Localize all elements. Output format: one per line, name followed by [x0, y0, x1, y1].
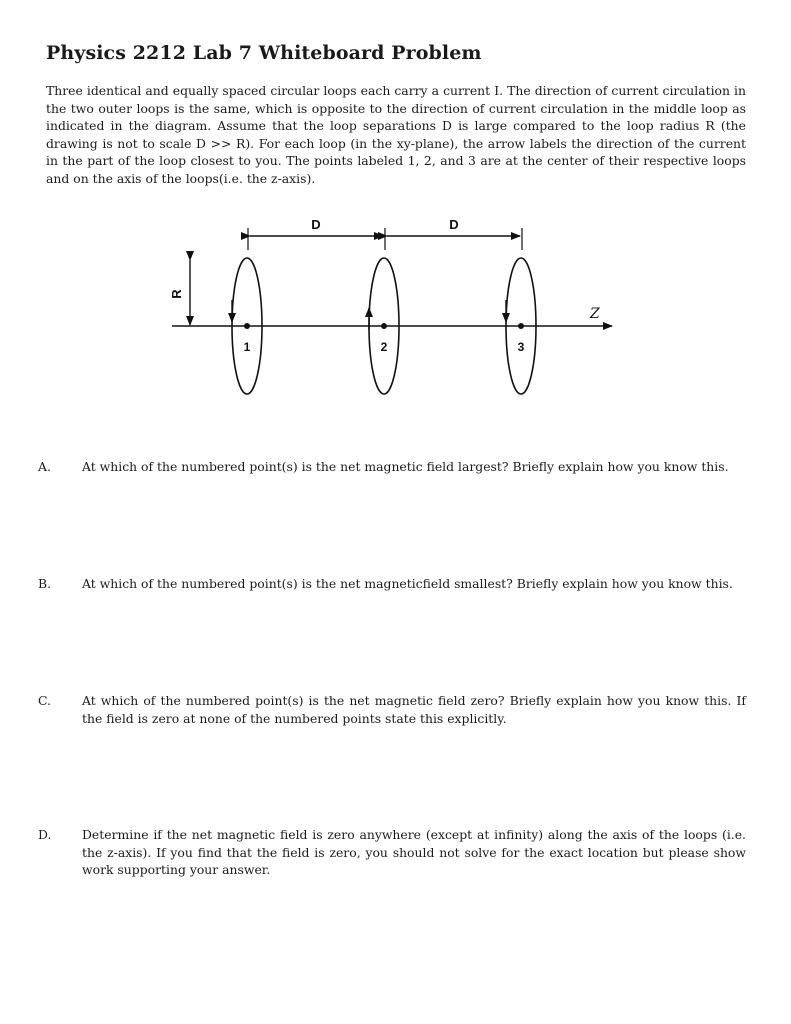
question-text: At which of the numbered point(s) is the net magneticfield smallest? Briefly explain how you know this. [82, 576, 733, 591]
problem-statement: Three identical and equally spaced circular loops each carry a current I. The direction of current circulation in the two outer loops is the same, which is opposite to the direction of current circulation in the middle loop as indicated in the diagram. Assume that the loop separations D is large compared to the loop radius R (the drawing is not to scale D >> R). For each loop (in the xy-plane), the arrow labels the direction of the current in the part of the loop closest to you. The points labeled 1, 2, and 3 are at the center of their respective loops and on the axis of the loops(i.e. the z-axis). [46, 83, 746, 186]
question-a [38, 458, 746, 476]
point-3-label: 3 [517, 340, 525, 354]
question-c [38, 692, 746, 727]
point-2-dot [381, 323, 387, 329]
point-1-label: 1 [243, 340, 251, 354]
separation-label-2: D [449, 217, 459, 232]
axis-label: Z [590, 306, 600, 322]
question-text: At which of the numbered point(s) is the net magnetic field largest? Briefly explain how you know this. [82, 459, 729, 474]
page-title: Physics 2212 Lab 7 Whiteboard Problem [46, 42, 482, 64]
question-label: B. [38, 576, 52, 591]
question-b [38, 575, 746, 593]
point-2-label: 2 [380, 340, 388, 354]
point-1-dot [244, 323, 250, 329]
radius-label: R [169, 289, 184, 299]
question-label: A. [38, 459, 51, 474]
question-d [38, 826, 746, 879]
separation-label-1: D [311, 217, 321, 232]
question-text: Determine if the net magnetic field is zero anywhere (except at infinity) along the axis of the loops (i.e. the z-axis). If you find that the field is zero, you should not solve for the exact location but please show work supporting your answer. [82, 827, 746, 877]
question-text: At which of the numbered point(s) is the net magnetic field zero? Briefly explain how you know this. If the field is zero at none of the numbered points state this explicitly. [82, 693, 746, 726]
question-label: C. [38, 693, 51, 708]
question-label: D. [38, 827, 52, 842]
point-3-dot [518, 323, 524, 329]
